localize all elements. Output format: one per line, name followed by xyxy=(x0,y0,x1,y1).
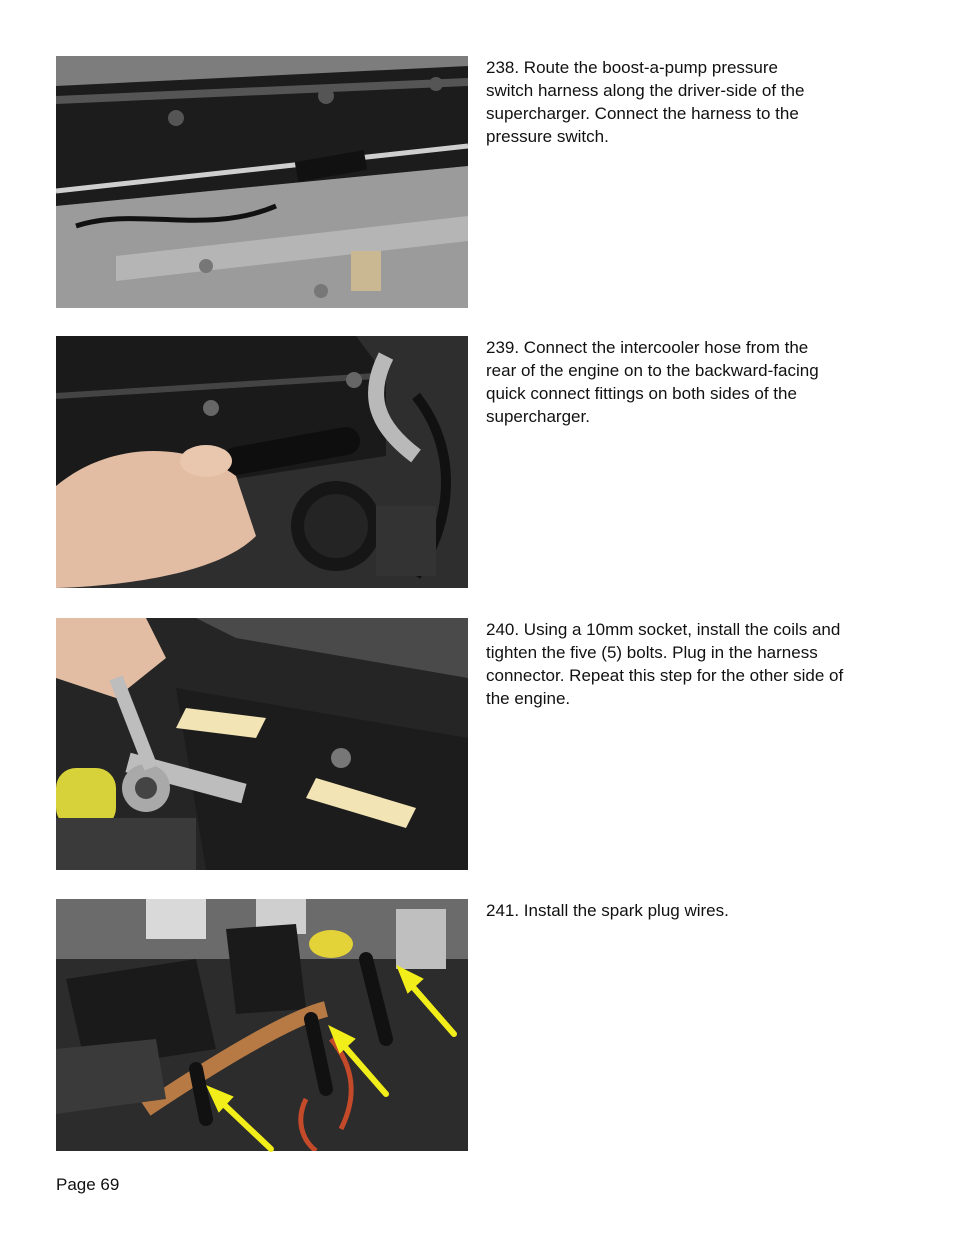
supercharger-harness-photo xyxy=(56,56,468,308)
page-number: Page 69 xyxy=(56,1175,120,1194)
arrow-icon-3 xyxy=(398,967,454,1034)
step-238-caption: 238. Route the boost-a-pump pressure switch harness along the driver-side of the supercharger. Connect the harness to the pressure switch. xyxy=(486,58,805,146)
intercooler-hose-photo xyxy=(56,336,468,588)
step-241-caption: 241. Install the spark plug wires. xyxy=(486,901,729,920)
step-238 xyxy=(56,56,906,310)
arrow-icon-1 xyxy=(208,1087,271,1149)
step-240 xyxy=(56,618,906,872)
callout-arrows xyxy=(56,899,468,1151)
coil-install-photo xyxy=(56,618,468,870)
step-239-caption: 239. Connect the intercooler hose from the rear of the engine on to the backward-facing quick connect fittings on both sides of the supercharger. xyxy=(486,338,819,426)
step-239 xyxy=(56,336,906,590)
arrow-icon-2 xyxy=(330,1027,386,1094)
step-240-caption: 240. Using a 10mm socket, install the coils and tighten the five (5) bolts. Plug in the harness connector. Repeat this step for the other side of the engine. xyxy=(486,620,844,708)
